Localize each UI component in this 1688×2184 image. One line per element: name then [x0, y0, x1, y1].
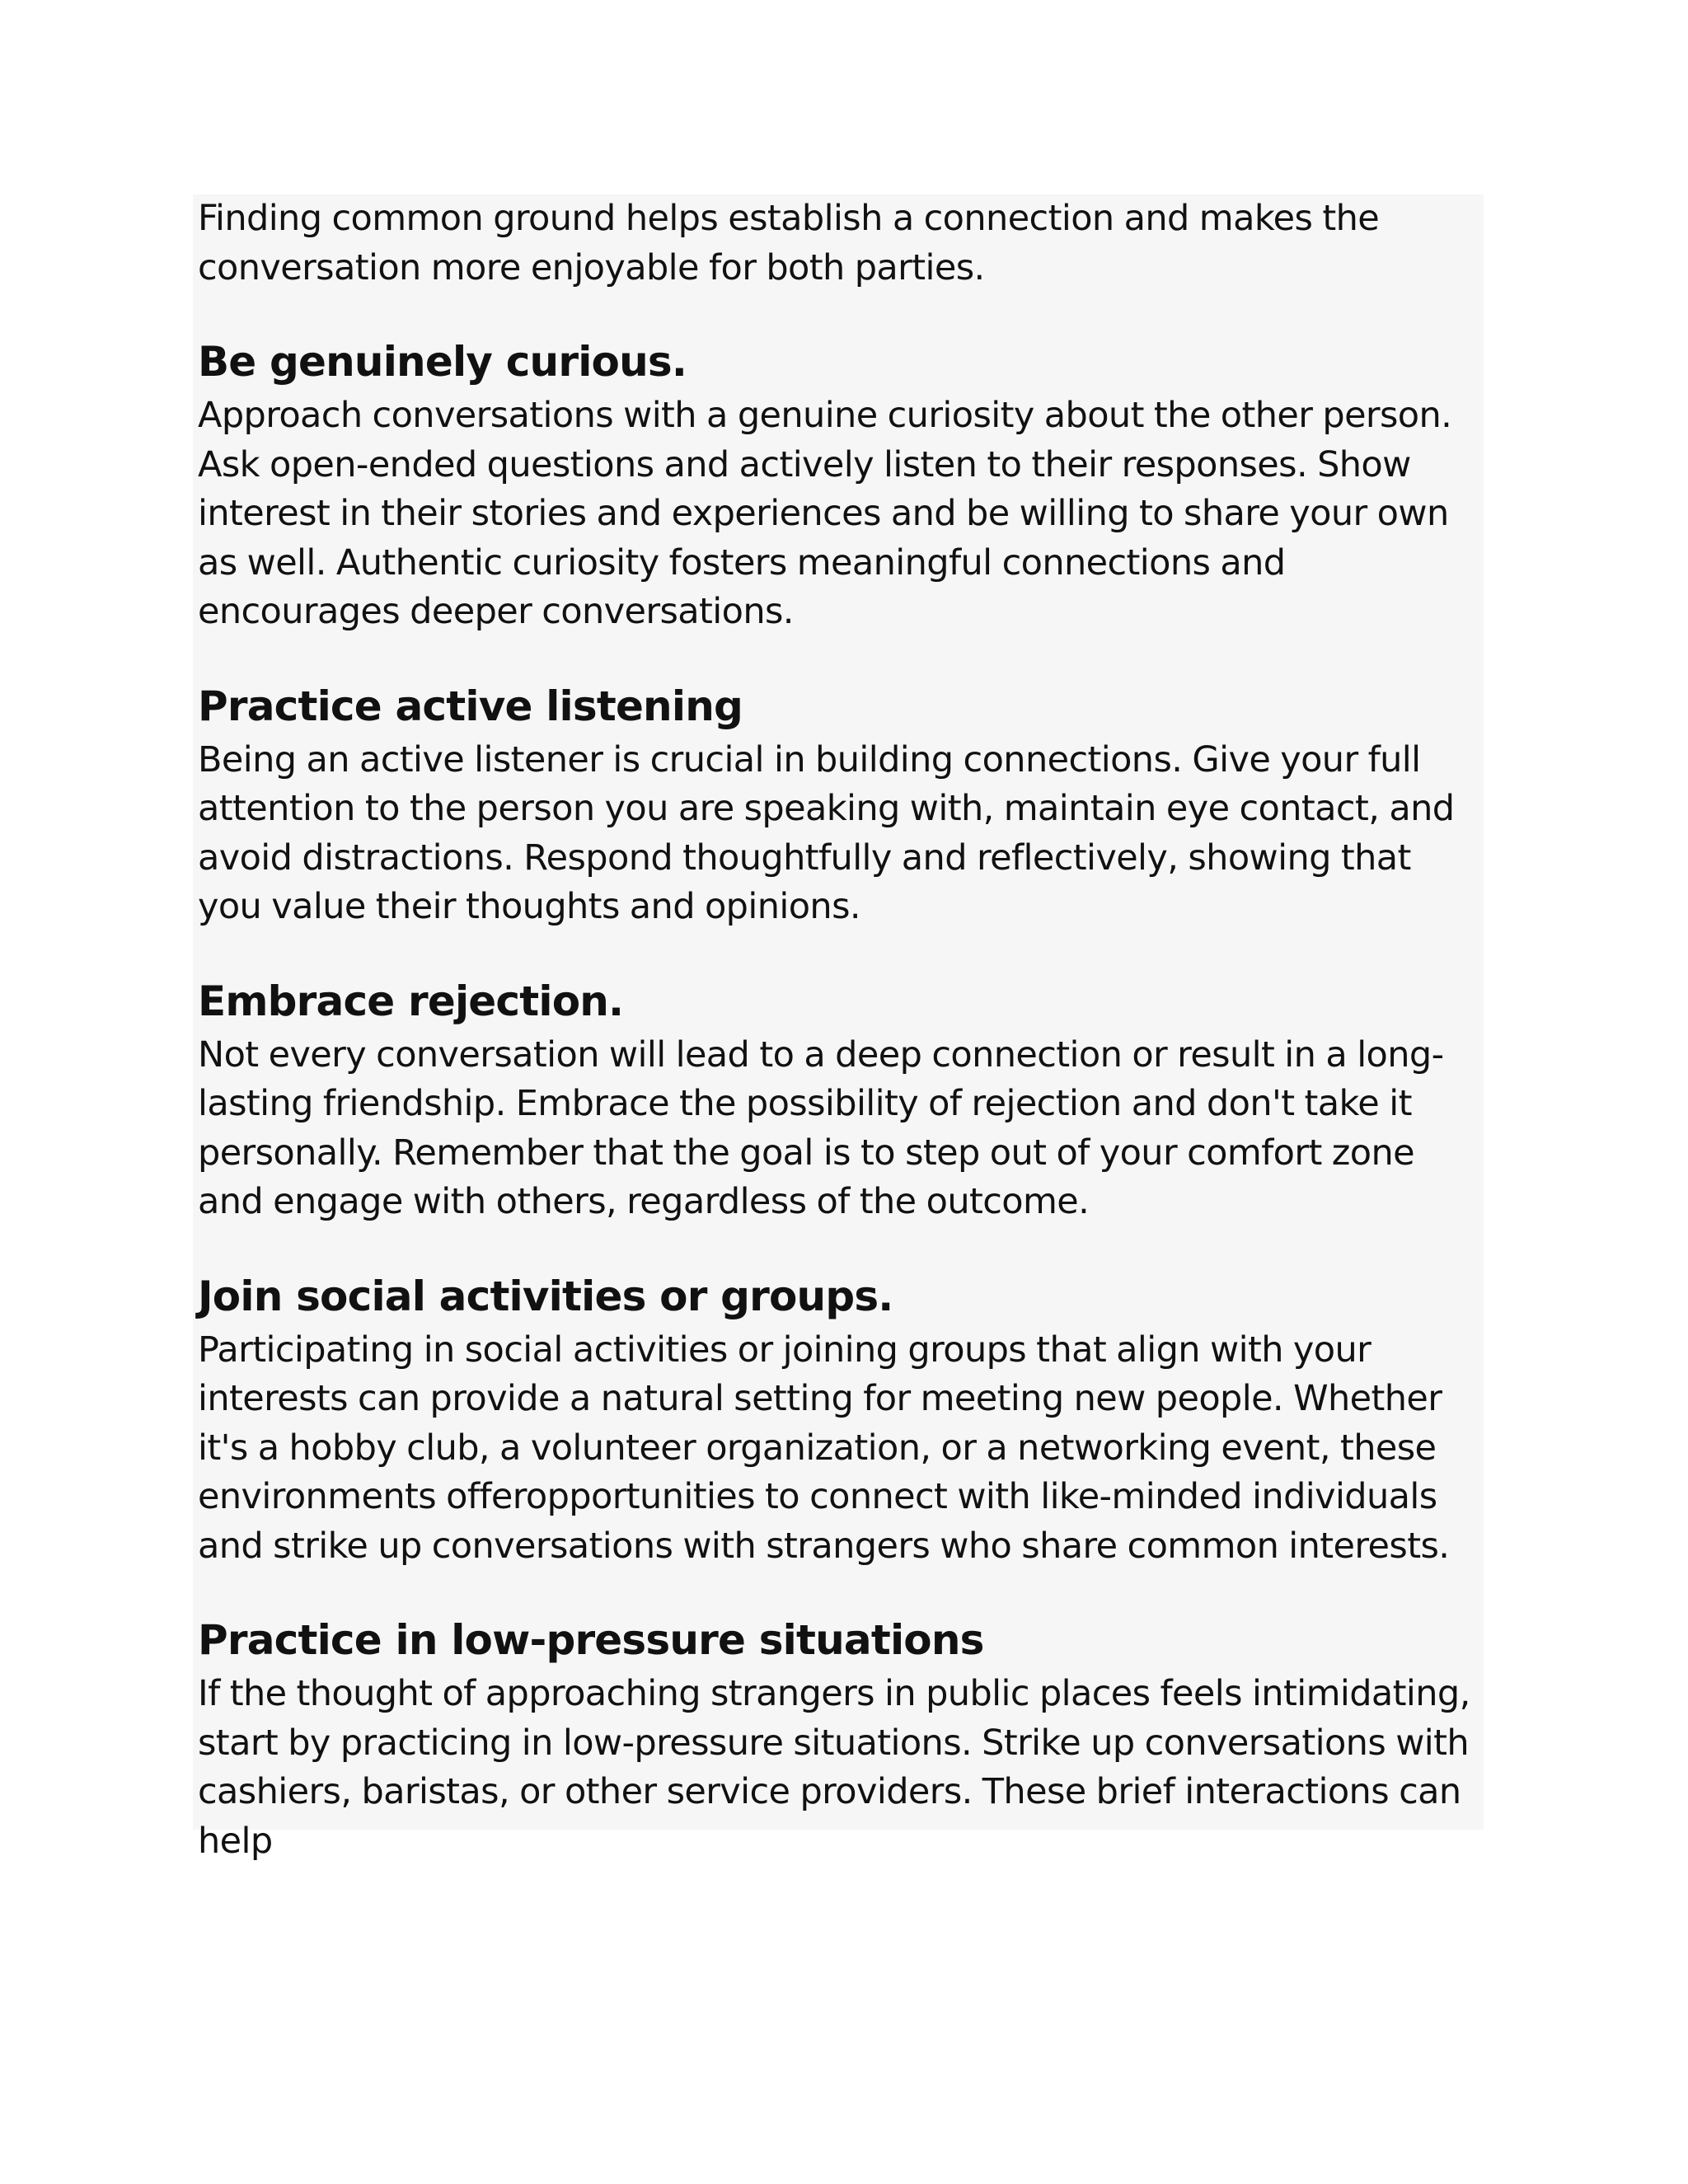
section-embrace-rejection — [198, 977, 1480, 1227]
section-body: Participating in social activities or joining groups that align with your interests can provide a natural setting for meeting new people. Whether it's a hobby club, a volunteer organization, or a networking event, these environments offeropportunities to connect with like-minded individuals and strike up conversations with strangers who share common interests. — [198, 1329, 1450, 1567]
section-heading: Practice in low-pressure situations — [198, 1616, 984, 1664]
section-heading: Practice active listening — [198, 682, 743, 730]
section-heading: Be genuinely curious. — [198, 338, 687, 386]
section-heading: Join social activities or groups. — [198, 1272, 893, 1320]
section-body: Being an active listener is crucial in building connections. Give your full attention to the person you are speaking with, maintain eye contact, and avoid distractions. Respond thoughtfully and reflectively, showing that you value their thoughts and opinions. — [198, 738, 1455, 927]
section-practice-low-pressure — [198, 1615, 1480, 1866]
section-join-social-activities — [198, 1272, 1480, 1572]
content-block — [193, 194, 1484, 1862]
section-heading: Embrace rejection. — [198, 977, 624, 1025]
section-practice-active-listening — [198, 682, 1480, 932]
section-body: If the thought of approaching strangers in public places feels intimidating, start by practicing in low-pressure situations. Strike up conversations with cashiers, baristas, or other service providers. These brief interactions can help — [198, 1673, 1470, 1862]
intro-paragraph: Finding common ground helps establish a connection and makes the conversation more enjoyable for both parties. — [198, 198, 1380, 288]
section-be-genuinely-curious — [198, 337, 1480, 637]
section-body: Not every conversation will lead to a deep connection or result in a long-lasting friendship. Embrace the possibility of rejection and don't take it personally. Remember that the goal is to step out of your comfort zone and engage with others, regardless of the outcome. — [198, 1033, 1444, 1222]
section-body: Approach conversations with a genuine curiosity about the other person. Ask open-ended questions and actively listen to their responses. Show interest in their stories and experiences and be willing to share your own as well. Authentic curiosity fosters meaningful connections and encourages deeper conversations. — [198, 395, 1452, 632]
